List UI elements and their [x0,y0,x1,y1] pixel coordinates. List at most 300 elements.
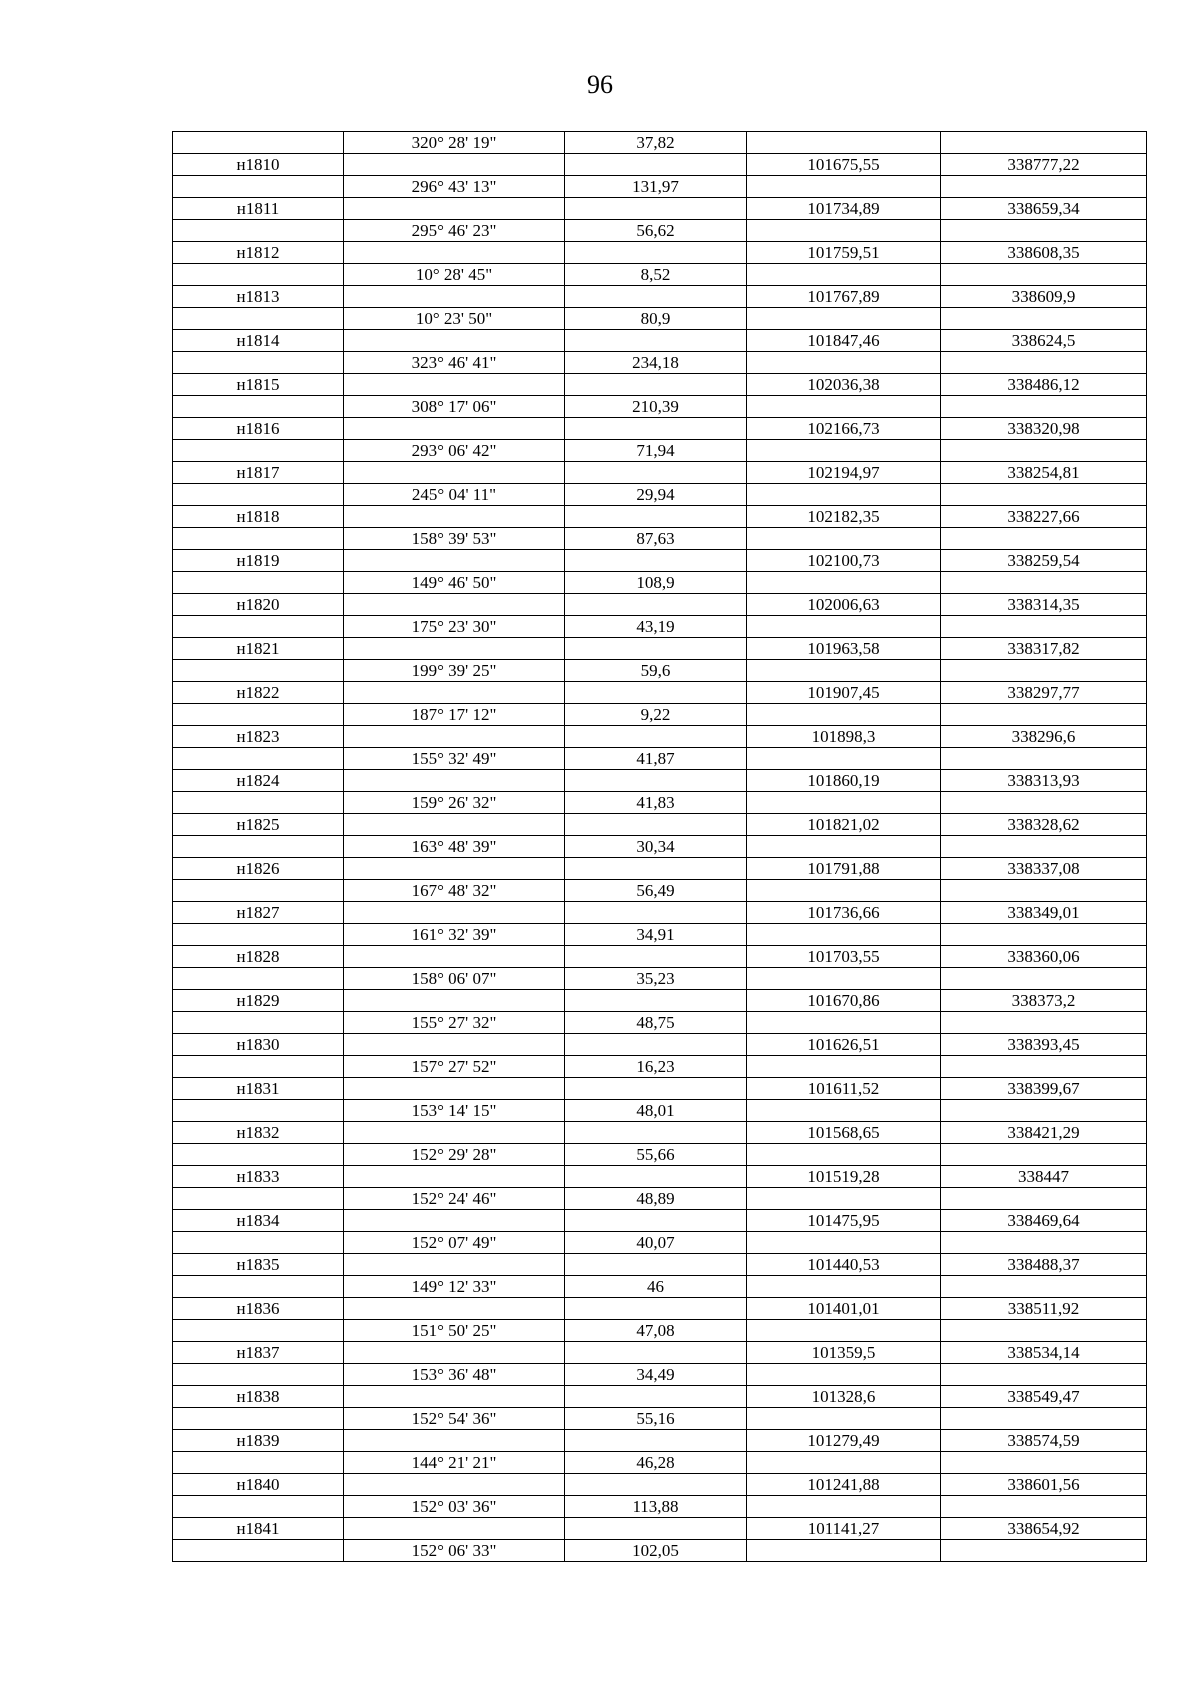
point-label-cell: н1834 [173,1210,344,1232]
bearing-cell [344,1518,565,1540]
point-label-cell: н1841 [173,1518,344,1540]
point-label-cell [173,704,344,726]
distance-cell [565,1386,747,1408]
y-coordinate-cell: 338601,56 [941,1474,1147,1496]
distance-cell: 102,05 [565,1540,747,1562]
distance-cell: 59,6 [565,660,747,682]
x-coordinate-cell [747,572,941,594]
y-coordinate-cell: 338511,92 [941,1298,1147,1320]
distance-cell: 48,75 [565,1012,747,1034]
x-coordinate-cell: 101791,88 [747,858,941,880]
distance-cell [565,550,747,572]
distance-cell [565,418,747,440]
distance-cell [565,1210,747,1232]
segment-row [173,528,1147,550]
distance-cell [565,1342,747,1364]
segment-row [173,1408,1147,1430]
bearing-cell [344,638,565,660]
point-label-cell [173,308,344,330]
x-coordinate-cell: 101611,52 [747,1078,941,1100]
distance-cell: 71,94 [565,440,747,462]
bearing-cell: 167° 48' 32" [344,880,565,902]
y-coordinate-cell: 338654,92 [941,1518,1147,1540]
point-label-cell: н1833 [173,1166,344,1188]
x-coordinate-cell [747,264,941,286]
distance-cell: 56,49 [565,880,747,902]
segment-row [173,792,1147,814]
x-coordinate-cell [747,1540,941,1562]
bearing-cell: 10° 23' 50" [344,308,565,330]
point-label-cell: н1831 [173,1078,344,1100]
point-row [173,1430,1147,1452]
distance-cell [565,682,747,704]
bearing-cell: 296° 43' 13" [344,176,565,198]
distance-cell [565,330,747,352]
point-label-cell [173,1056,344,1078]
y-coordinate-cell [941,836,1147,858]
segment-row [173,1056,1147,1078]
bearing-cell [344,286,565,308]
x-coordinate-cell: 101440,53 [747,1254,941,1276]
point-label-cell: н1819 [173,550,344,572]
distance-cell [565,154,747,176]
bearing-cell [344,198,565,220]
distance-cell: 87,63 [565,528,747,550]
point-row [173,330,1147,352]
x-coordinate-cell: 102006,63 [747,594,941,616]
bearing-cell [344,1210,565,1232]
point-label-cell [173,968,344,990]
y-coordinate-cell: 338314,35 [941,594,1147,616]
x-coordinate-cell [747,176,941,198]
point-row [173,1122,1147,1144]
bearing-cell: 149° 46' 50" [344,572,565,594]
distance-cell [565,594,747,616]
point-label-cell: н1818 [173,506,344,528]
point-label-cell [173,1320,344,1342]
point-row [173,1078,1147,1100]
y-coordinate-cell [941,572,1147,594]
x-coordinate-cell: 101519,28 [747,1166,941,1188]
bearing-cell: 158° 39' 53" [344,528,565,550]
segment-row [173,176,1147,198]
x-coordinate-cell: 101703,55 [747,946,941,968]
segment-row [173,1012,1147,1034]
point-label-cell: н1813 [173,286,344,308]
x-coordinate-cell [747,220,941,242]
distance-cell [565,1166,747,1188]
distance-cell [565,1122,747,1144]
x-coordinate-cell [747,1496,941,1518]
distance-cell: 47,08 [565,1320,747,1342]
x-coordinate-cell: 101821,02 [747,814,941,836]
distance-cell [565,374,747,396]
x-coordinate-cell [747,836,941,858]
point-row [173,462,1147,484]
x-coordinate-cell [747,1144,941,1166]
x-coordinate-cell: 101328,6 [747,1386,941,1408]
segment-row [173,1496,1147,1518]
distance-cell: 210,39 [565,396,747,418]
point-label-cell [173,264,344,286]
y-coordinate-cell [941,1056,1147,1078]
y-coordinate-cell [941,1276,1147,1298]
bearing-cell: 149° 12' 33" [344,1276,565,1298]
x-coordinate-cell [747,352,941,374]
y-coordinate-cell: 338349,01 [941,902,1147,924]
y-coordinate-cell [941,748,1147,770]
bearing-cell: 152° 24' 46" [344,1188,565,1210]
point-label-cell [173,1144,344,1166]
y-coordinate-cell [941,1452,1147,1474]
y-coordinate-cell: 338254,81 [941,462,1147,484]
bearing-cell [344,506,565,528]
bearing-cell: 308° 17' 06" [344,396,565,418]
x-coordinate-cell [747,968,941,990]
x-coordinate-cell: 102166,73 [747,418,941,440]
distance-cell: 41,83 [565,792,747,814]
point-row [173,418,1147,440]
x-coordinate-cell [747,132,941,154]
x-coordinate-cell: 101670,86 [747,990,941,1012]
point-label-cell [173,176,344,198]
bearing-cell [344,418,565,440]
y-coordinate-cell: 338486,12 [941,374,1147,396]
point-row [173,1298,1147,1320]
distance-cell: 131,97 [565,176,747,198]
page-number: 96 [587,70,613,99]
x-coordinate-cell [747,484,941,506]
x-coordinate-cell [747,1056,941,1078]
bearing-cell [344,946,565,968]
distance-cell: 43,19 [565,616,747,638]
x-coordinate-cell [747,1408,941,1430]
y-coordinate-cell [941,528,1147,550]
point-label-cell [173,396,344,418]
coordinates-table [172,131,1147,1562]
y-coordinate-cell [941,1100,1147,1122]
y-coordinate-cell: 338609,9 [941,286,1147,308]
point-row [173,1386,1147,1408]
segment-row [173,836,1147,858]
distance-cell: 35,23 [565,968,747,990]
distance-cell [565,1518,747,1540]
x-coordinate-cell: 101141,27 [747,1518,941,1540]
y-coordinate-cell: 338659,34 [941,198,1147,220]
distance-cell [565,902,747,924]
y-coordinate-cell [941,1408,1147,1430]
distance-cell [565,990,747,1012]
bearing-cell: 151° 50' 25" [344,1320,565,1342]
point-label-cell [173,1452,344,1474]
y-coordinate-cell [941,308,1147,330]
x-coordinate-cell [747,1452,941,1474]
bearing-cell: 163° 48' 39" [344,836,565,858]
point-row [173,286,1147,308]
y-coordinate-cell [941,924,1147,946]
point-label-cell: н1825 [173,814,344,836]
y-coordinate-cell [941,880,1147,902]
x-coordinate-cell [747,1276,941,1298]
segment-row [173,1144,1147,1166]
distance-cell [565,946,747,968]
point-label-cell [173,1100,344,1122]
y-coordinate-cell [941,1364,1147,1386]
y-coordinate-cell: 338421,29 [941,1122,1147,1144]
x-coordinate-cell: 102100,73 [747,550,941,572]
point-row [173,374,1147,396]
x-coordinate-cell: 101898,3 [747,726,941,748]
y-coordinate-cell [941,440,1147,462]
bearing-cell: 152° 54' 36" [344,1408,565,1430]
point-row [173,154,1147,176]
point-label-cell [173,528,344,550]
distance-cell: 16,23 [565,1056,747,1078]
point-label-cell: н1811 [173,198,344,220]
y-coordinate-cell [941,1540,1147,1562]
x-coordinate-cell [747,528,941,550]
distance-cell [565,462,747,484]
segment-row [173,440,1147,462]
y-coordinate-cell: 338469,64 [941,1210,1147,1232]
x-coordinate-cell: 101860,19 [747,770,941,792]
distance-cell: 40,07 [565,1232,747,1254]
point-row [173,990,1147,1012]
point-label-cell [173,660,344,682]
point-row [173,198,1147,220]
point-label-cell [173,1540,344,1562]
segment-row [173,616,1147,638]
y-coordinate-cell: 338777,22 [941,154,1147,176]
y-coordinate-cell: 338296,6 [941,726,1147,748]
segment-row [173,220,1147,242]
distance-cell: 55,66 [565,1144,747,1166]
bearing-cell: 152° 29' 28" [344,1144,565,1166]
x-coordinate-cell: 101963,58 [747,638,941,660]
x-coordinate-cell [747,396,941,418]
x-coordinate-cell: 101675,55 [747,154,941,176]
point-row [173,1166,1147,1188]
distance-cell [565,506,747,528]
y-coordinate-cell [941,1320,1147,1342]
bearing-cell: 158° 06' 07" [344,968,565,990]
point-label-cell [173,1408,344,1430]
bearing-cell: 199° 39' 25" [344,660,565,682]
bearing-cell: 152° 06' 33" [344,1540,565,1562]
y-coordinate-cell [941,1144,1147,1166]
x-coordinate-cell [747,660,941,682]
x-coordinate-cell [747,440,941,462]
bearing-cell [344,374,565,396]
point-row [173,638,1147,660]
distance-cell: 34,91 [565,924,747,946]
y-coordinate-cell: 338328,62 [941,814,1147,836]
point-row [173,1474,1147,1496]
y-coordinate-cell: 338313,93 [941,770,1147,792]
distance-cell: 234,18 [565,352,747,374]
y-coordinate-cell: 338373,2 [941,990,1147,1012]
bearing-cell: 155° 32' 49" [344,748,565,770]
y-coordinate-cell [941,484,1147,506]
x-coordinate-cell [747,704,941,726]
x-coordinate-cell: 101475,95 [747,1210,941,1232]
segment-row [173,704,1147,726]
x-coordinate-cell: 101907,45 [747,682,941,704]
x-coordinate-cell [747,1100,941,1122]
point-label-cell [173,792,344,814]
point-row [173,1034,1147,1056]
bearing-cell: 159° 26' 32" [344,792,565,814]
bearing-cell [344,154,565,176]
y-coordinate-cell: 338393,45 [941,1034,1147,1056]
y-coordinate-cell [941,968,1147,990]
segment-row [173,1452,1147,1474]
bearing-cell [344,550,565,572]
distance-cell: 56,62 [565,220,747,242]
point-label-cell: н1812 [173,242,344,264]
point-label-cell [173,132,344,154]
distance-cell [565,858,747,880]
distance-cell [565,242,747,264]
x-coordinate-cell: 101626,51 [747,1034,941,1056]
distance-cell [565,1254,747,1276]
x-coordinate-cell [747,1320,941,1342]
bearing-cell: 10° 28' 45" [344,264,565,286]
point-label-cell [173,748,344,770]
bearing-cell: 295° 46' 23" [344,220,565,242]
x-coordinate-cell [747,308,941,330]
y-coordinate-cell: 338399,67 [941,1078,1147,1100]
y-coordinate-cell: 338549,47 [941,1386,1147,1408]
point-row [173,1342,1147,1364]
bearing-cell: 320° 28' 19" [344,132,565,154]
distance-cell: 8,52 [565,264,747,286]
point-label-cell: н1832 [173,1122,344,1144]
bearing-cell [344,1254,565,1276]
point-row [173,682,1147,704]
point-row [173,550,1147,572]
bearing-cell [344,1034,565,1056]
bearing-cell [344,902,565,924]
x-coordinate-cell: 101736,66 [747,902,941,924]
bearing-cell: 144° 21' 21" [344,1452,565,1474]
point-label-cell: н1820 [173,594,344,616]
distance-cell [565,814,747,836]
bearing-cell: 152° 03' 36" [344,1496,565,1518]
segment-row [173,1232,1147,1254]
y-coordinate-cell [941,176,1147,198]
bearing-cell [344,858,565,880]
bearing-cell [344,1078,565,1100]
bearing-cell: 245° 04' 11" [344,484,565,506]
y-coordinate-cell [941,792,1147,814]
segment-row [173,748,1147,770]
point-label-cell: н1810 [173,154,344,176]
point-row [173,946,1147,968]
point-label-cell: н1824 [173,770,344,792]
point-label-cell [173,352,344,374]
bearing-cell [344,242,565,264]
x-coordinate-cell [747,792,941,814]
distance-cell: 46 [565,1276,747,1298]
bearing-cell: 175° 23' 30" [344,616,565,638]
x-coordinate-cell [747,924,941,946]
y-coordinate-cell: 338360,06 [941,946,1147,968]
bearing-cell: 157° 27' 52" [344,1056,565,1078]
segment-row [173,1320,1147,1342]
point-label-cell [173,1496,344,1518]
x-coordinate-cell [747,880,941,902]
x-coordinate-cell [747,748,941,770]
x-coordinate-cell: 102182,35 [747,506,941,528]
x-coordinate-cell: 101759,51 [747,242,941,264]
point-label-cell [173,616,344,638]
point-label-cell [173,220,344,242]
point-label-cell [173,924,344,946]
y-coordinate-cell [941,132,1147,154]
x-coordinate-cell: 102194,97 [747,462,941,484]
point-label-cell [173,1364,344,1386]
segment-row [173,924,1147,946]
x-coordinate-cell [747,616,941,638]
bearing-cell [344,1342,565,1364]
distance-cell: 48,01 [565,1100,747,1122]
y-coordinate-cell [941,1012,1147,1034]
y-coordinate-cell: 338259,54 [941,550,1147,572]
distance-cell [565,286,747,308]
distance-cell [565,1298,747,1320]
segment-row [173,352,1147,374]
point-label-cell: н1823 [173,726,344,748]
segment-row [173,1100,1147,1122]
y-coordinate-cell [941,352,1147,374]
x-coordinate-cell: 101241,88 [747,1474,941,1496]
point-row [173,1210,1147,1232]
y-coordinate-cell [941,220,1147,242]
segment-row [173,660,1147,682]
x-coordinate-cell: 101767,89 [747,286,941,308]
point-label-cell: н1828 [173,946,344,968]
x-coordinate-cell: 101568,65 [747,1122,941,1144]
y-coordinate-cell: 338320,98 [941,418,1147,440]
point-label-cell: н1835 [173,1254,344,1276]
point-row [173,594,1147,616]
y-coordinate-cell: 338574,59 [941,1430,1147,1452]
bearing-cell [344,814,565,836]
point-label-cell [173,1232,344,1254]
y-coordinate-cell [941,1188,1147,1210]
point-label-cell: н1830 [173,1034,344,1056]
y-coordinate-cell: 338624,5 [941,330,1147,352]
point-label-cell: н1839 [173,1430,344,1452]
y-coordinate-cell [941,1496,1147,1518]
point-row [173,814,1147,836]
distance-cell: 30,34 [565,836,747,858]
y-coordinate-cell [941,396,1147,418]
point-label-cell: н1836 [173,1298,344,1320]
bearing-cell [344,1166,565,1188]
x-coordinate-cell: 101401,01 [747,1298,941,1320]
distance-cell [565,1430,747,1452]
bearing-cell: 155° 27' 32" [344,1012,565,1034]
distance-cell: 48,89 [565,1188,747,1210]
x-coordinate-cell: 101279,49 [747,1430,941,1452]
distance-cell: 37,82 [565,132,747,154]
point-label-cell: н1815 [173,374,344,396]
distance-cell: 113,88 [565,1496,747,1518]
x-coordinate-cell [747,1188,941,1210]
bearing-cell [344,770,565,792]
